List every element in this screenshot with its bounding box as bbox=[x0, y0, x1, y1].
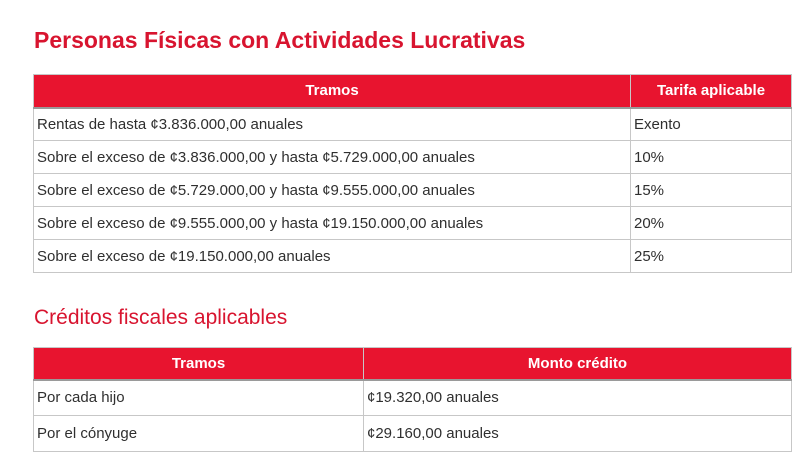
tramo-cell: Sobre el exceso de ¢19.150.000,00 anuales bbox=[34, 240, 631, 273]
table-header-row bbox=[34, 348, 792, 380]
table-row bbox=[34, 141, 792, 174]
tramo-cell: Sobre el exceso de ¢3.836.000,00 y hasta ¢5.729.000,00 anuales bbox=[34, 141, 631, 174]
monto-cell: ¢19.320,00 anuales bbox=[364, 380, 792, 416]
tramo-cell: Sobre el exceso de ¢9.555.000,00 y hasta ¢19.150.000,00 anuales bbox=[34, 207, 631, 240]
header-monto-credito: Monto crédito bbox=[364, 348, 792, 380]
tarifa-cell: Exento bbox=[631, 108, 792, 141]
tarifa-cell: 25% bbox=[631, 240, 792, 273]
table-row bbox=[34, 174, 792, 207]
table-row bbox=[34, 240, 792, 273]
section-title-creditos: Créditos fiscales aplicables bbox=[34, 306, 288, 329]
table-row bbox=[34, 207, 792, 240]
tarifa-cell: 15% bbox=[631, 174, 792, 207]
table-header-row bbox=[34, 75, 792, 108]
tramo-cell: Sobre el exceso de ¢5.729.000,00 y hasta ¢9.555.000,00 anuales bbox=[34, 174, 631, 207]
header-tramos: Tramos bbox=[34, 348, 364, 380]
page-title: Personas Físicas con Actividades Lucrativas bbox=[34, 27, 526, 53]
table-row bbox=[34, 108, 792, 141]
tarifa-cell: 10% bbox=[631, 141, 792, 174]
credito-tramo-cell: Por el cónyuge bbox=[34, 416, 364, 452]
monto-cell: ¢29.160,00 anuales bbox=[364, 416, 792, 452]
tarifa-cell: 20% bbox=[631, 207, 792, 240]
table-row bbox=[34, 416, 792, 452]
table-row bbox=[34, 380, 792, 416]
tramos-table bbox=[33, 74, 792, 273]
tramo-cell: Rentas de hasta ¢3.836.000,00 anuales bbox=[34, 108, 631, 141]
credito-tramo-cell: Por cada hijo bbox=[34, 380, 364, 416]
creditos-table bbox=[33, 347, 792, 452]
header-tramos: Tramos bbox=[34, 75, 631, 108]
header-tarifa-aplicable: Tarifa aplicable bbox=[631, 75, 792, 108]
